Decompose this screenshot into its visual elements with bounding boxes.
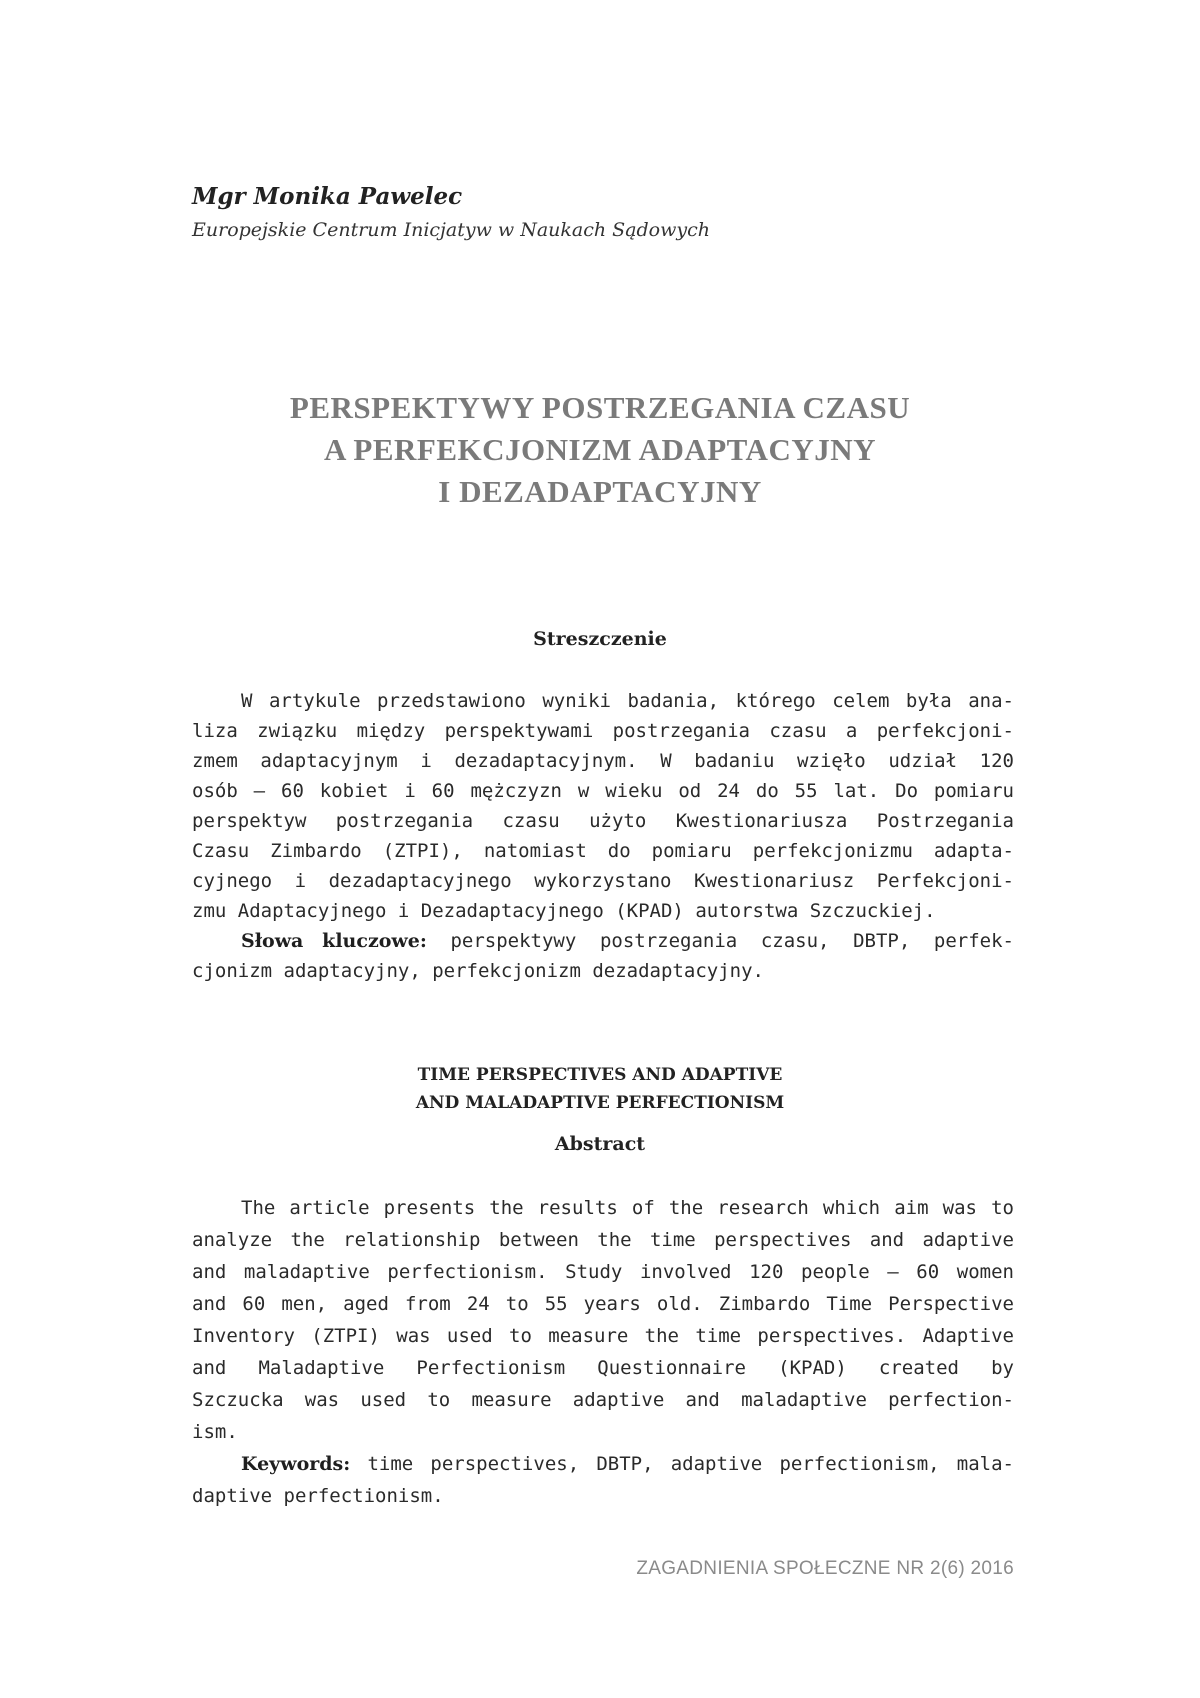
english-title-line-2: AND MALADAPTIVE PERFECTIONISM — [415, 1093, 785, 1113]
article-title-line-1: PERSPEKTYWY POSTRZEGANIA CZASU — [289, 390, 911, 425]
streszczenie-line: perspektyw postrzegania czasu użyto Kwestionariusza Postrzegania — [192, 810, 1014, 832]
slowa-kluczowe-label: Słowa kluczowe: — [241, 930, 427, 952]
abstract-line: Inventory (ZTPI) was used to measure the time perspectives. Adaptive — [192, 1325, 1014, 1347]
slowa-kluczowe-line-1 — [241, 926, 1014, 956]
keywords-line-1 — [241, 1449, 1014, 1479]
streszczenie-line: Czasu Zimbardo (ZTPI), natomiast do pomiaru perfekcjonizmu adapta- — [192, 840, 1014, 862]
keywords-text: time perspectives, DBTP, adaptive perfectionism, mala- — [350, 1453, 1014, 1475]
slowa-kluczowe-line-2: cjonizm adaptacyjny, perfekcjonizm dezadaptacyjny. — [192, 960, 764, 982]
streszczenie-line: cyjnego i dezadaptacyjnego wykorzystano Kwestionariusz Perfekcjoni- — [192, 870, 1014, 892]
slowa-kluczowe-text: perspektywy postrzegania czasu, DBTP, perfek- — [426, 930, 1014, 952]
abstract-line: The article presents the results of the research which aim was to — [241, 1197, 1014, 1219]
streszczenie-line: liza związku między perspektywami postrzegania czasu a perfekcjoni- — [192, 720, 1014, 742]
streszczenie-line: osób – 60 kobiet i 60 mężczyzn w wieku od 24 do 55 lat. Do pomiaru — [192, 780, 1014, 802]
abstract-line: and 60 men, aged from 24 to 55 years old. Zimbardo Time Perspective — [192, 1293, 1014, 1315]
abstract-line: analyze the relationship between the time perspectives and adaptive — [192, 1229, 1014, 1251]
article-title-line-3: I DEZADAPTACYJNY — [438, 474, 762, 509]
abstract-line: Szczucka was used to measure adaptive and maladaptive perfection- — [192, 1389, 1014, 1411]
author-name: Mgr Monika Pawelec — [192, 183, 463, 210]
abstract-line: ism. — [192, 1421, 238, 1443]
article-title-line-2: A PERFEKCJONIZM ADAPTACYJNY — [324, 432, 876, 467]
keywords-label: Keywords: — [241, 1453, 351, 1475]
abstract-line: and maladaptive perfectionism. Study involved 120 people – 60 women — [192, 1261, 1014, 1283]
streszczenie-line: zmem adaptacyjnym i dezadaptacyjnym. W badaniu wzięło udział 120 — [192, 750, 1014, 772]
abstract-line: and Maladaptive Perfectionism Questionnaire (KPAD) created by — [192, 1357, 1014, 1379]
author-affiliation: Europejskie Centrum Inicjatyw w Naukach Sądowych — [192, 219, 711, 241]
english-title-line-1: TIME PERSPECTIVES AND ADAPTIVE — [417, 1065, 783, 1085]
streszczenie-heading: Streszczenie — [533, 628, 667, 650]
abstract-heading: Abstract — [554, 1133, 646, 1155]
journal-footer: ZAGADNIENIA SPOŁECZNE NR 2(6) 2016 — [636, 1558, 1014, 1579]
keywords-line-2: daptive perfectionism. — [192, 1485, 444, 1507]
streszczenie-line: W artykule przedstawiono wyniki badania, którego celem była ana- — [241, 690, 1014, 712]
streszczenie-line: zmu Adaptacyjnego i Dezadaptacyjnego (KPAD) autorstwa Szczuckiej. — [192, 900, 936, 922]
